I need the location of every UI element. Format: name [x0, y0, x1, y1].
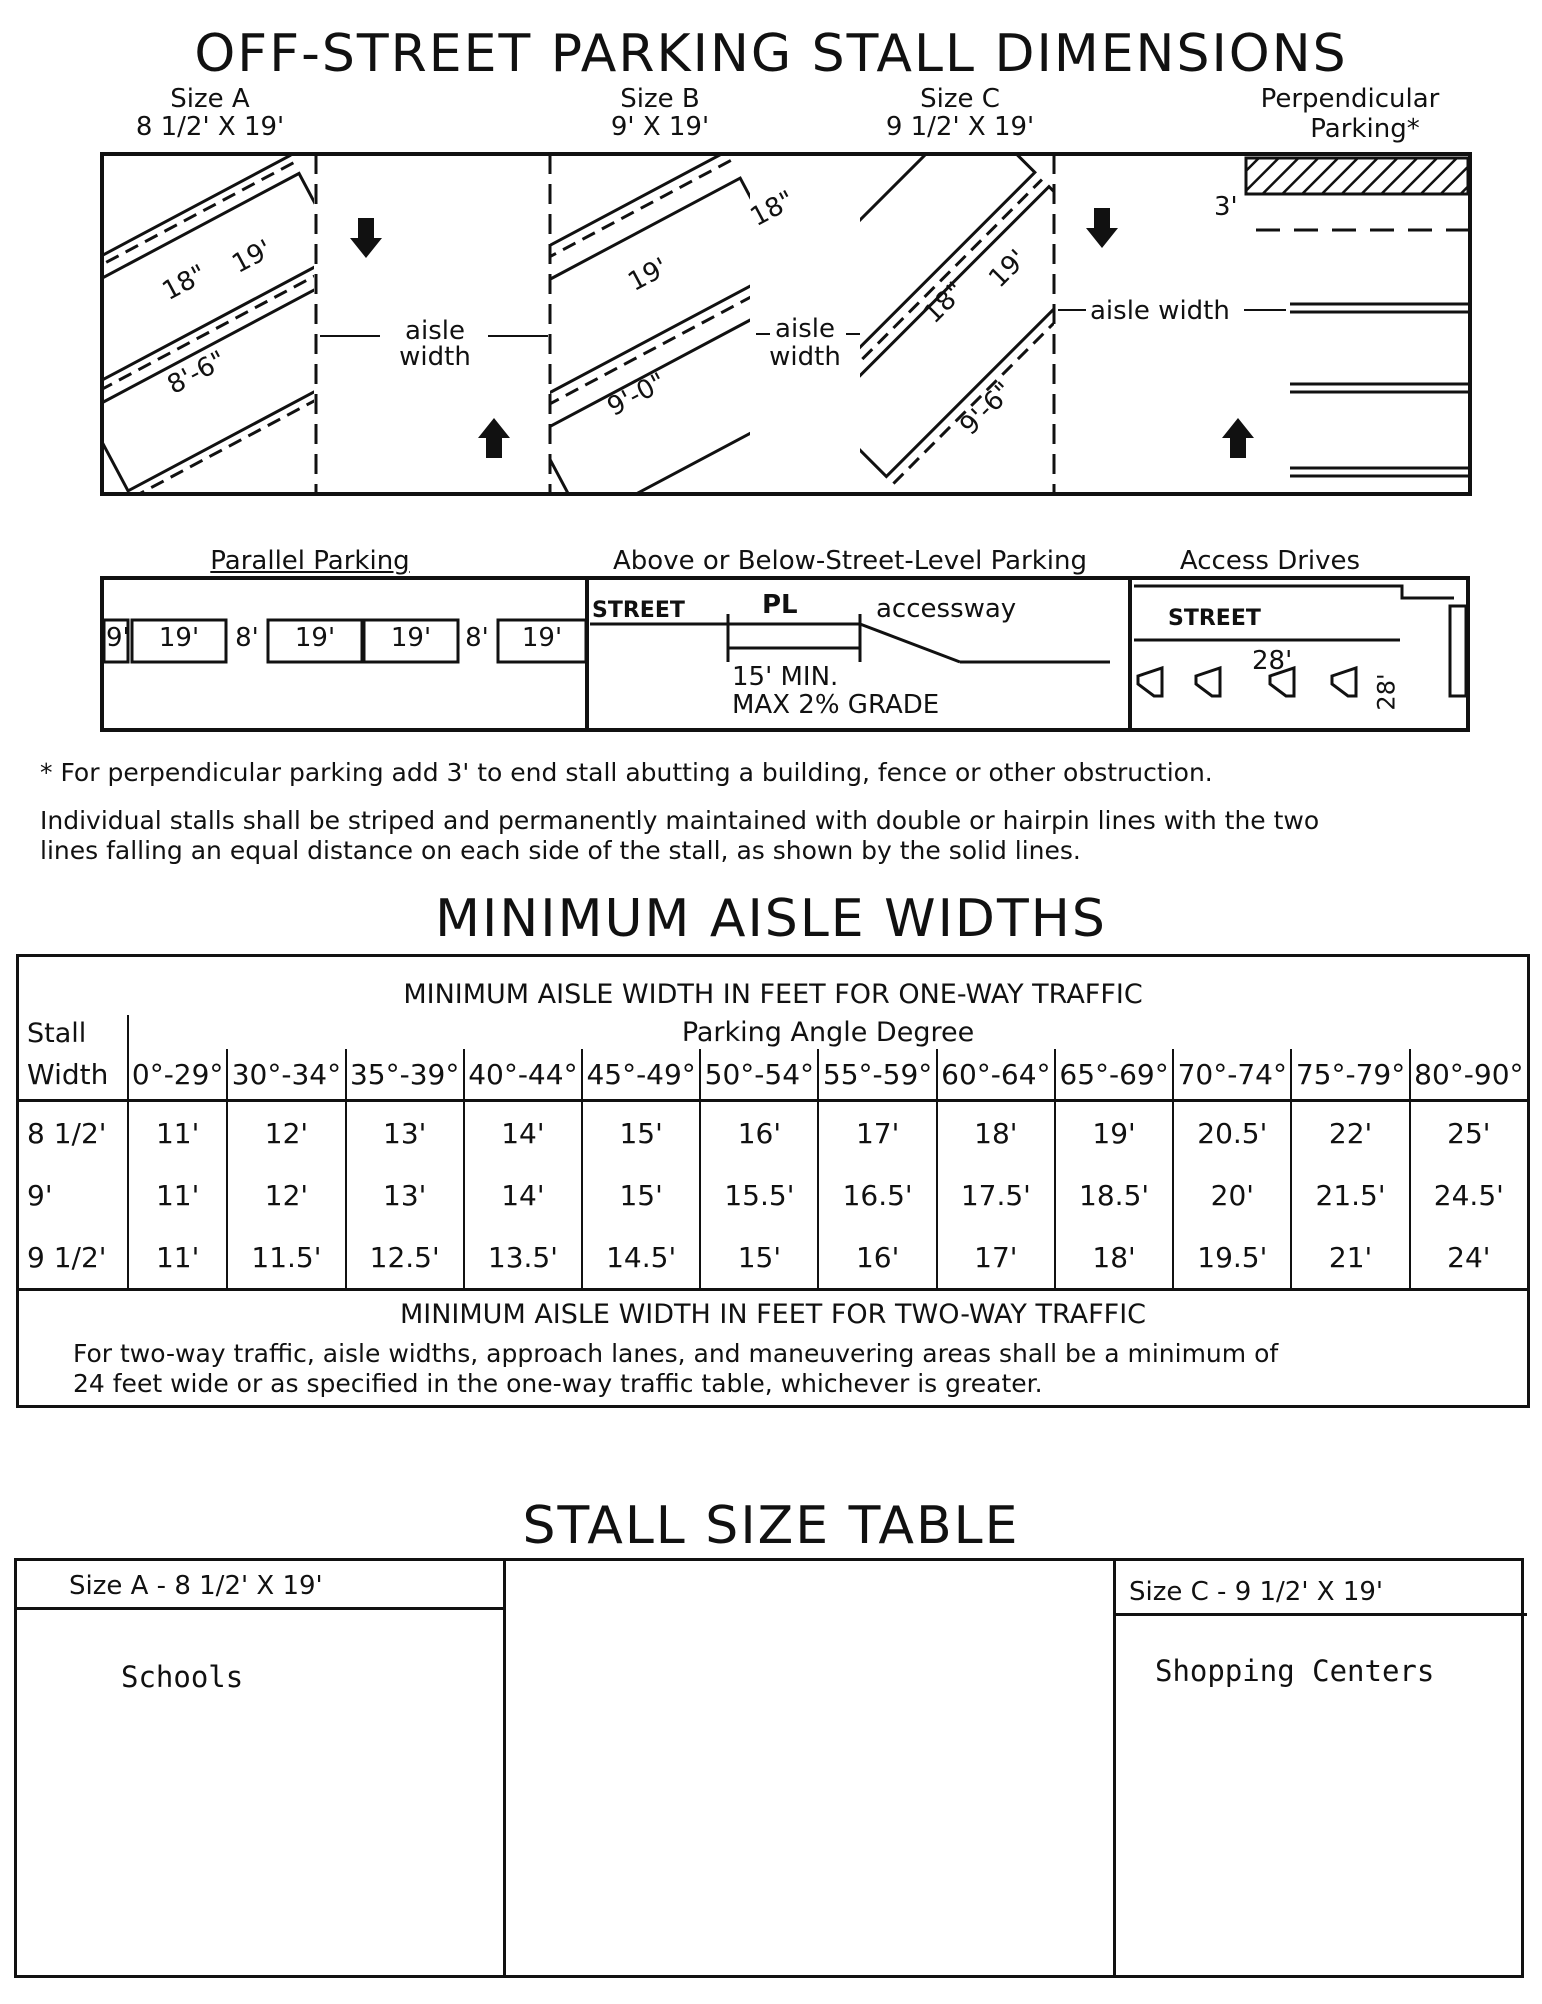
perpendicular-label: Perpendicular	[1260, 84, 1440, 114]
aisle-value-cell: 14.5'	[582, 1226, 700, 1290]
size-b-width-dim: 9'-0"	[602, 367, 672, 423]
aisle-value-cell: 24.5'	[1433, 1178, 1504, 1212]
aisle-value-cell: 17'	[818, 1101, 936, 1165]
stall-header-1: Stall	[18, 1015, 129, 1049]
aisle-value-cell: 12.5'	[346, 1226, 464, 1290]
aisle-value-cell: 20.5'	[1173, 1101, 1291, 1165]
two-way-text-1: For two-way traffic, aisle widths, approach lanes, and maneuvering areas shall be a minimum of	[73, 1338, 1279, 1368]
table-row	[18, 1226, 1529, 1290]
aisle-value-cell: 22'	[1291, 1101, 1409, 1165]
aisle-value-cell: 15'	[700, 1226, 818, 1290]
aisle-value-cell: 13'	[346, 1164, 464, 1226]
access-drives-title: Access Drives	[1179, 546, 1361, 576]
aisle-value-cell: 16'	[818, 1226, 936, 1290]
level-parking-title: Above or Below-Street-Level Parking	[613, 546, 1087, 576]
access-dim-1: 28'	[1252, 646, 1293, 676]
angle-cell: 65°-69°	[1055, 1049, 1173, 1101]
size-a-entry: Schools	[121, 1660, 244, 1694]
striping-note-line-1: Individual stalls shall be striped and permanently maintained with double or hairpin lines with the two	[40, 806, 1320, 835]
size-a-stripe-dim: 18"	[157, 259, 212, 307]
parallel-gap-1: 8'	[235, 623, 259, 653]
parallel-parking-title: Parallel Parking	[210, 546, 410, 576]
aisle-value-cell: 21'	[1291, 1226, 1409, 1290]
striping-note-line-2: lines falling an equal distance on each side of the stall, as shown by the solid lines.	[40, 836, 1081, 865]
access-street-label: STREET	[1168, 606, 1261, 631]
angle-cell: 60°-64°	[937, 1049, 1055, 1101]
angle-cell: 55°-59°	[818, 1049, 936, 1101]
stall-width-cell: 9 1/2'	[18, 1226, 129, 1290]
aisle-value-cell: 15.5'	[700, 1164, 818, 1226]
size-a-dims: 8 1/2' X 19'	[135, 112, 285, 142]
aisle-value-cell: 16.5'	[818, 1164, 936, 1226]
aisle-value-cell: 11'	[128, 1164, 227, 1226]
aisle-label-b: aisle	[775, 314, 835, 344]
angle-cell: 75°-79°	[1291, 1049, 1409, 1101]
aisle-width-label-a: width	[399, 342, 471, 372]
aisle-value-cell: 15'	[582, 1101, 700, 1165]
min-length-label: 15' MIN.	[732, 662, 839, 692]
size-a-depth-dim: 19'	[227, 234, 277, 280]
aisle-value-cell: 11'	[128, 1101, 227, 1165]
aisle-value-cell: 18'	[1055, 1226, 1173, 1290]
stall-size-table	[14, 1558, 1524, 1978]
size-a-width-dim: 8'-6"	[162, 345, 232, 401]
size-a-label: Size A	[170, 84, 250, 114]
aisle-value-cell: 18.5'	[1055, 1164, 1173, 1226]
angle-cell: 45°-49°	[582, 1049, 700, 1101]
parallel-gap-2: 8'	[465, 623, 489, 653]
angle-header: Parking Angle Degree	[681, 1016, 975, 1048]
parallel-seg-3: 19'	[390, 623, 432, 653]
size-b-stripe-dim: 18"	[745, 185, 800, 233]
stall-width-cell: 9'	[18, 1164, 129, 1226]
aisle-value-cell: 24'	[1410, 1226, 1529, 1290]
aisle-value-cell: 17'	[937, 1226, 1055, 1290]
aisle-value-cell: 18'	[937, 1101, 1055, 1165]
angle-cell: 30°-34°	[227, 1049, 345, 1101]
one-way-title: MINIMUM AISLE WIDTH IN FEET FOR ONE-WAY TRAFFIC	[403, 978, 1143, 1010]
size-c-stripe-dim: 18"	[917, 276, 972, 330]
stall-header-2: Width	[18, 1049, 129, 1101]
aisle-value-cell: 14'	[464, 1101, 582, 1165]
page-title: OFF-STREET PARKING STALL DIMENSIONS	[194, 24, 1348, 84]
accessway-label: accessway	[876, 594, 1017, 624]
aisle-width-label-b: width	[769, 342, 841, 372]
parallel-width-dim: 9'	[106, 623, 130, 653]
max-grade-label: MAX 2% GRADE	[732, 690, 940, 720]
aisle-width-label-c: aisle width	[1090, 296, 1230, 326]
size-c-entry: Shopping Centers	[1155, 1654, 1435, 1688]
level-street-label: STREET	[592, 598, 685, 623]
access-dim-2: 28'	[1372, 673, 1401, 711]
angle-cell: 50°-54°	[700, 1049, 818, 1101]
table-row	[18, 1164, 1529, 1226]
two-way-text-2: 24 feet wide or as specified in the one-way traffic table, whichever is greater.	[73, 1369, 1043, 1398]
size-a-column-header: Size A - 8 1/2' X 19'	[69, 1571, 323, 1601]
aisle-value-cell: 13.5'	[464, 1226, 582, 1290]
aisle-value-cell: 21.5'	[1291, 1164, 1409, 1226]
aisle-value-cell: 25'	[1447, 1116, 1491, 1150]
angle-cell: 70°-74°	[1173, 1049, 1291, 1101]
parallel-seg-2: 19'	[294, 623, 336, 653]
perpendicular-gap-dim: 3'	[1214, 192, 1238, 222]
aisle-value-cell: 14'	[464, 1164, 582, 1226]
size-c-column-header: Size C - 9 1/2' X 19'	[1129, 1577, 1384, 1607]
aisle-value-cell: 12'	[227, 1164, 345, 1226]
aisle-value-cell: 13'	[346, 1101, 464, 1165]
aisle-value-cell: 11'	[128, 1226, 227, 1290]
aisle-value-cell: 12'	[227, 1101, 345, 1165]
perpendicular-dims: Parking*	[1310, 114, 1420, 144]
size-c-width-dim: 9'-6"	[954, 376, 1020, 442]
aisle-value-cell: 11.5'	[227, 1226, 345, 1290]
aisle-value-cell: 17.5'	[937, 1164, 1055, 1226]
property-line-label: PL	[762, 590, 798, 620]
size-b-label: Size B	[620, 84, 700, 114]
parallel-seg-4: 19'	[521, 623, 563, 653]
table-row	[18, 1101, 1529, 1165]
size-c-label: Size C	[920, 84, 1000, 114]
aisle-value-cell: 16'	[700, 1101, 818, 1165]
stall-size-table-title: STALL SIZE TABLE	[522, 1496, 1020, 1556]
aisle-value-cell: 19'	[1055, 1101, 1173, 1165]
aisle-label-a: aisle	[405, 316, 465, 346]
size-c-depth-dim: 19'	[983, 244, 1033, 294]
aisle-value-cell: 19.5'	[1173, 1226, 1291, 1290]
angle-cell: 80°-90°	[1410, 1049, 1529, 1101]
size-b-dims: 9' X 19'	[610, 112, 710, 142]
angle-cell: 40°-44°	[464, 1049, 582, 1101]
aisle-widths-title: MINIMUM AISLE WIDTHS	[435, 889, 1107, 949]
parallel-seg-1: 19'	[158, 623, 200, 653]
aisle-value-cell: 20'	[1173, 1164, 1291, 1226]
stall-width-cell: 8 1/2'	[18, 1101, 129, 1165]
aisle-value-cell: 15'	[582, 1164, 700, 1226]
angle-header-row	[18, 1049, 1529, 1101]
two-way-title: MINIMUM AISLE WIDTH IN FEET FOR TWO-WAY TRAFFIC	[399, 1298, 1147, 1330]
angle-cell: 0°-29°	[128, 1049, 227, 1101]
size-b-depth-dim: 19'	[623, 252, 673, 298]
size-c-dims: 9 1/2' X 19'	[885, 112, 1035, 142]
perpendicular-footnote: * For perpendicular parking add 3' to end stall abutting a building, fence or other obstruction.	[40, 758, 1213, 787]
angle-cell: 35°-39°	[346, 1049, 464, 1101]
aisle-width-table	[16, 954, 1530, 1408]
